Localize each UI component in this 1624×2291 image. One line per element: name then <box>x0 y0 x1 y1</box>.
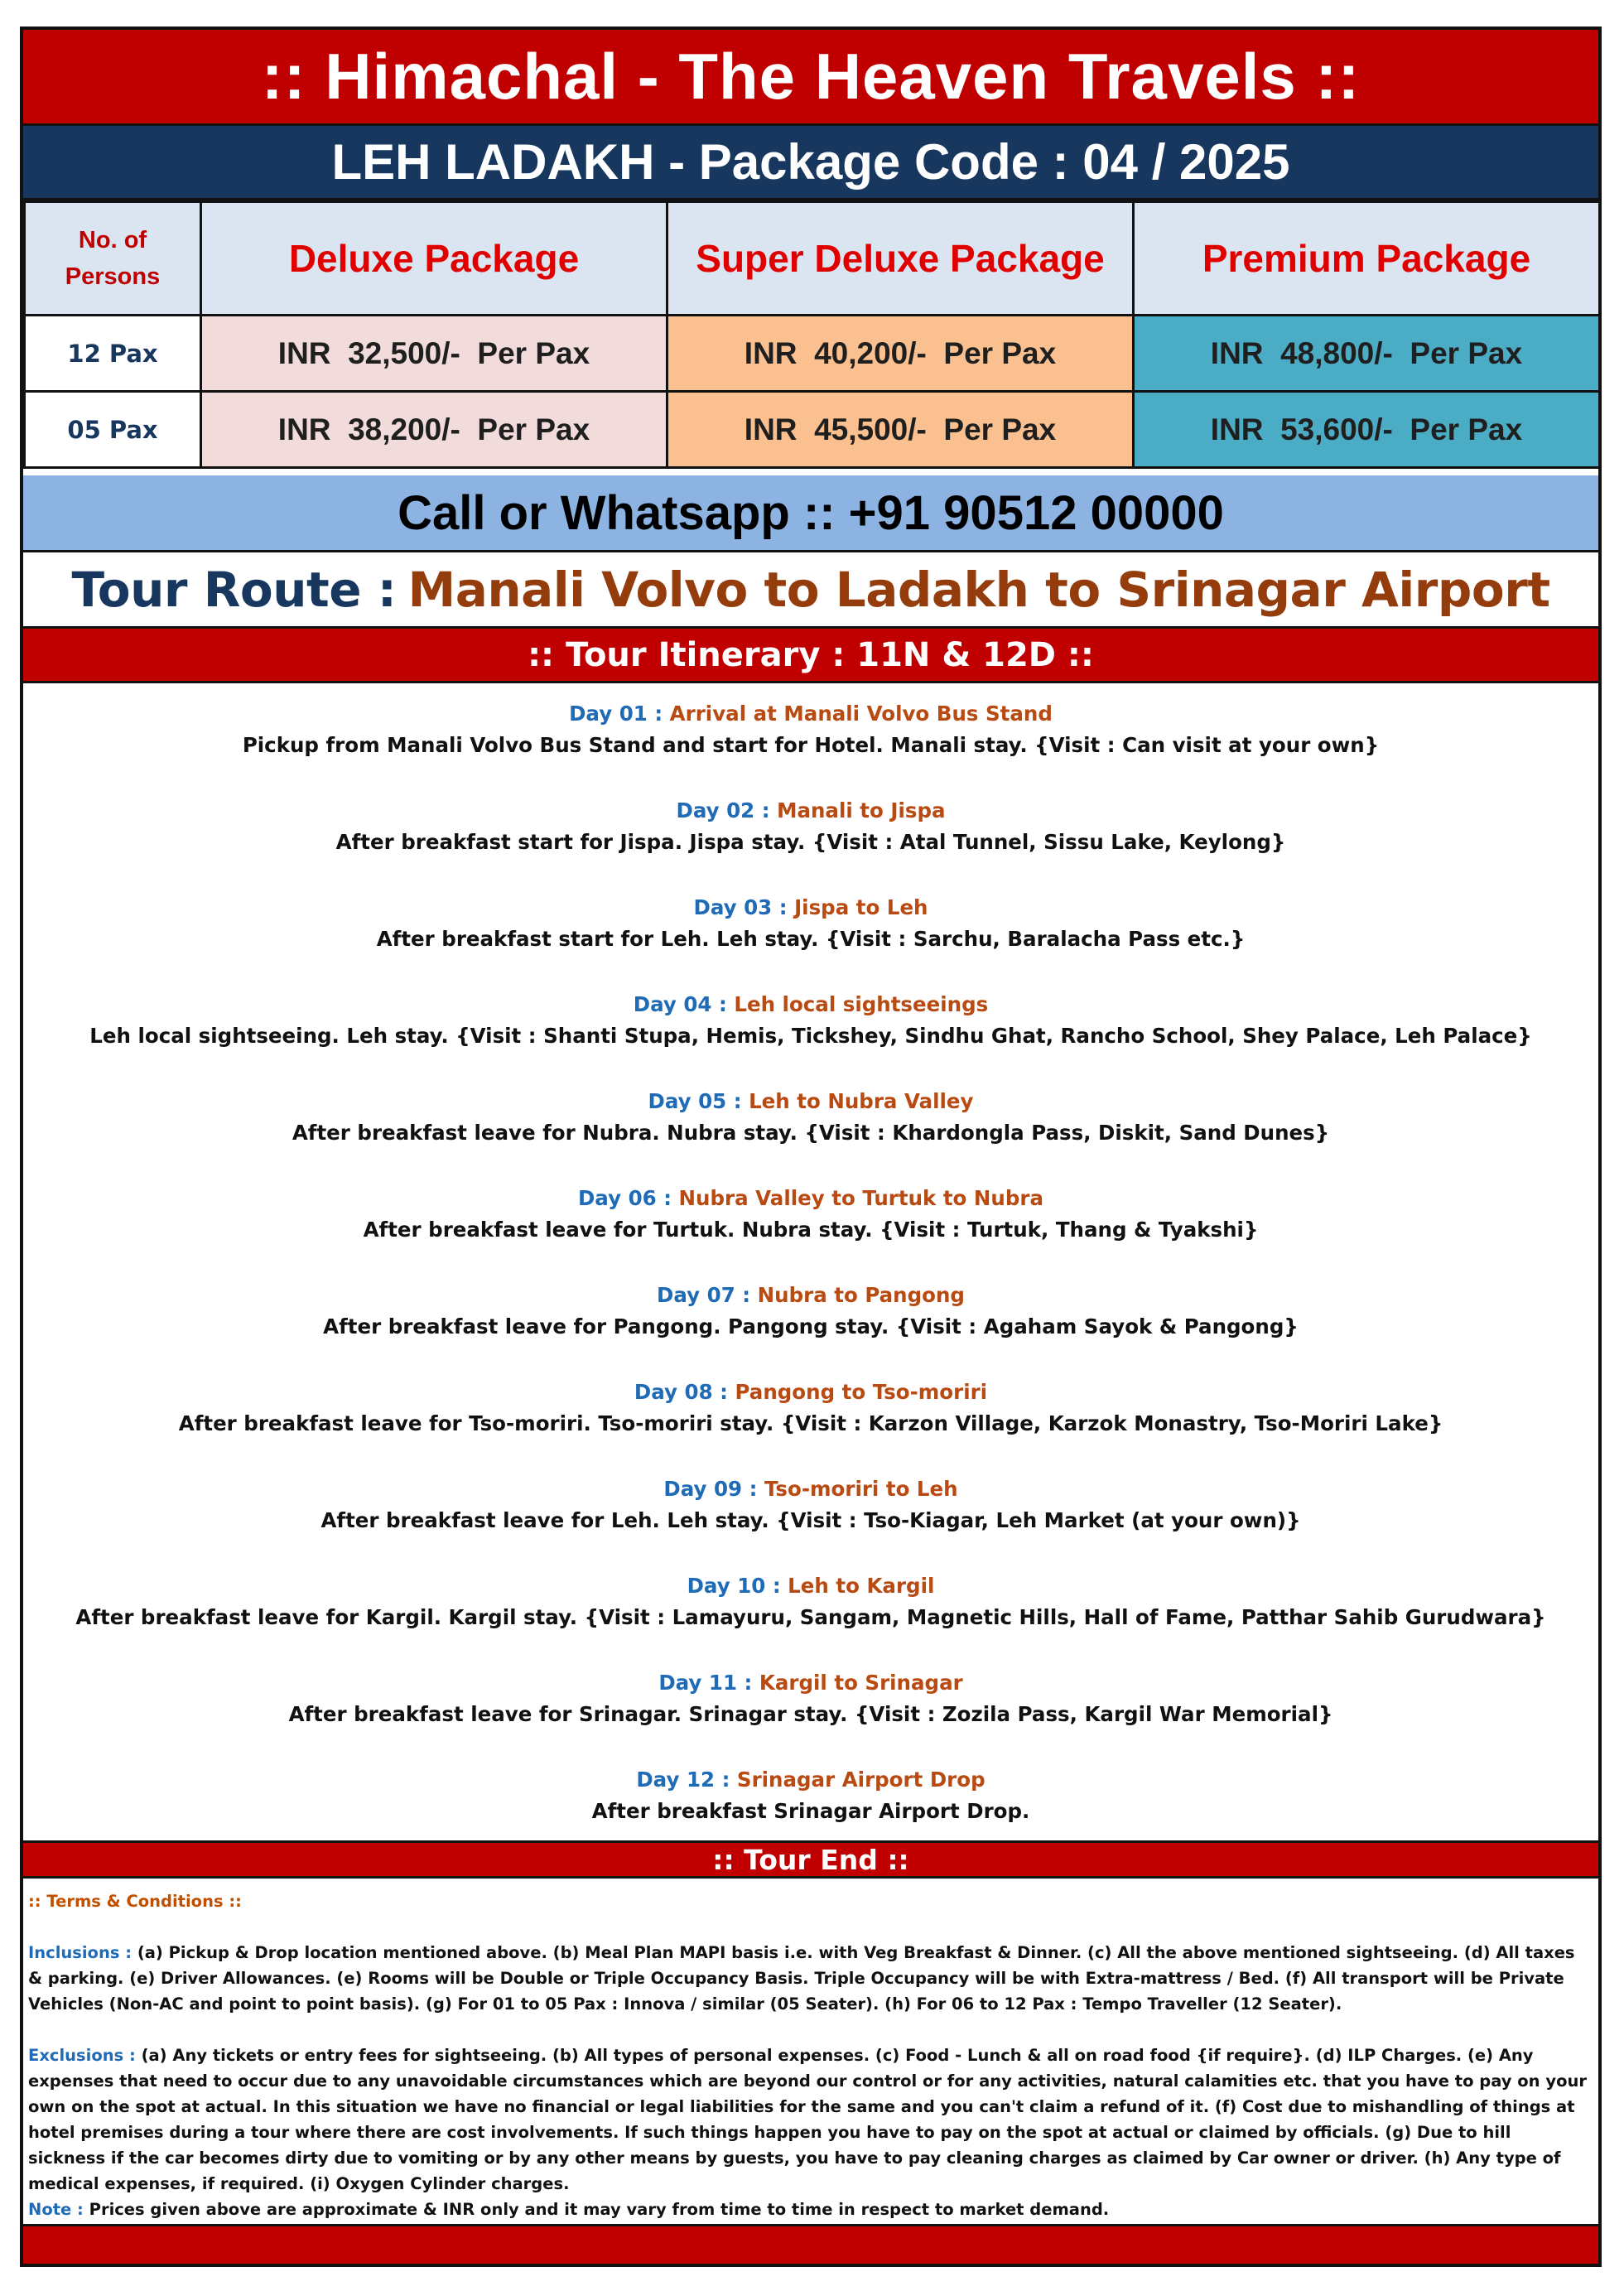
note-paragraph <box>28 2197 1593 2222</box>
super-deluxe-price: INR 40,200/- Per Pax <box>667 316 1134 392</box>
day-description: After breakfast leave for Pangong. Pangong stay. {Visit : Agaham Sayok & Pangong} <box>323 1314 1299 1338</box>
day-description: After breakfast Srinagar Airport Drop. <box>591 1799 1030 1823</box>
day-title: Arrival at Manali Volvo Bus Stand <box>669 702 1053 726</box>
deluxe-header: Deluxe Package <box>201 202 667 316</box>
day-number: Day 10 <box>687 1574 766 1598</box>
day-heading: Day 09 : Tso-moriri to Leh <box>663 1477 958 1501</box>
deluxe-price: INR 32,500/- Per Pax <box>201 316 667 392</box>
tour-route-value: Manali Volvo to Ladakh to Srinagar Airport <box>407 561 1550 618</box>
price-table-header <box>25 202 1600 316</box>
day-title: Jispa to Leh <box>794 895 928 919</box>
inclusions-text: (a) Pickup & Drop location mentioned above. (b) Meal Plan MAPI basis i.e. with Veg Breakfast & Dinner. (c) All the above mentioned sightseeing. (d) All taxes & parking. (e) Driver Allowances. (e) Rooms will be Double or Triple Occupancy Basis. Triple Occupancy will be with Extra-mattress / Bed. (f) All transport will be Private Vehicles (Non-AC and point to point basis). (g) For 01 to 05 Pax : Innova / similar (05 Seater). (h) For 06 to 12 Pax : Tempo Traveller (12 Seater). <box>28 1943 1575 2014</box>
persons-header-line2: Persons <box>65 263 161 290</box>
day-number: Day 03 <box>693 895 773 919</box>
itinerary-day <box>23 1764 1598 1827</box>
brochure-page <box>20 27 1602 2267</box>
itinerary-day <box>23 698 1598 761</box>
day-number: Day 11 <box>658 1671 738 1695</box>
day-heading: Day 07 : Nubra to Pangong <box>657 1283 965 1307</box>
day-heading: Day 06 : Nubra Valley to Turtuk to Nubra <box>577 1186 1044 1210</box>
tour-route <box>23 552 1598 629</box>
persons-header-cell <box>25 202 201 316</box>
day-title: Srinagar Airport Drop <box>736 1768 985 1792</box>
itinerary-day <box>23 989 1598 1052</box>
day-heading: Day 03 : Jispa to Leh <box>693 895 928 919</box>
inclusions-paragraph <box>28 1940 1593 2017</box>
day-description: After breakfast leave for Turtuk. Nubra stay. {Visit : Turtuk, Thang & Tyakshi} <box>363 1218 1259 1242</box>
day-description: After breakfast leave for Nubra. Nubra stay. {Visit : Khardongla Pass, Diskit, Sand Dunes} <box>292 1121 1330 1145</box>
itinerary-day <box>23 1667 1598 1730</box>
price-row <box>25 392 1600 468</box>
deluxe-price: INR 38,200/- Per Pax <box>201 392 667 468</box>
itinerary-day <box>23 1473 1598 1536</box>
note-text: Prices given above are approximate & INR only and it may vary from time to time in respect to market demand. <box>89 2200 1110 2219</box>
day-title: Leh to Kargil <box>788 1574 935 1598</box>
day-title: Manali to Jispa <box>777 798 946 822</box>
price-table <box>23 200 1601 469</box>
note-label: Note : <box>28 2200 84 2219</box>
premium-header: Premium Package <box>1134 202 1600 316</box>
super-deluxe-header: Super Deluxe Package <box>667 202 1134 316</box>
day-description: After breakfast leave for Srinagar. Srinagar stay. {Visit : Zozila Pass, Kargil War Memorial} <box>288 1702 1333 1726</box>
day-number: Day 08 <box>634 1380 713 1404</box>
day-heading: Day 05 : Leh to Nubra Valley <box>648 1089 974 1113</box>
day-description: After breakfast start for Leh. Leh stay. {Visit : Sarchu, Baralacha Pass etc.} <box>376 927 1246 951</box>
day-description: Leh local sightseeing. Leh stay. {Visit : Shanti Stupa, Hemis, Tickshey, Sindhu Ghat, Rancho School, Shey Palace, Leh Palace} <box>89 1024 1532 1048</box>
day-heading: Day 02 : Manali to Jispa <box>676 798 946 822</box>
day-title: Nubra to Pangong <box>757 1283 965 1307</box>
exclusions-label: Exclusions : <box>28 2046 136 2065</box>
day-description: After breakfast leave for Kargil. Kargil stay. {Visit : Lamayuru, Sangam, Magnetic Hills, Hall of Fame, Patthar Sahib Gurudwara} <box>75 1605 1546 1629</box>
tour-route-label: Tour Route : <box>71 561 397 618</box>
exclusions-paragraph <box>28 2043 1593 2197</box>
price-row <box>25 316 1600 392</box>
day-title: Nubra Valley to Turtuk to Nubra <box>678 1186 1044 1210</box>
day-number: Day 05 <box>648 1089 727 1113</box>
itinerary-day <box>23 1086 1598 1149</box>
day-heading: Day 01 : Arrival at Manali Volvo Bus Stand <box>569 702 1053 726</box>
itinerary-day <box>23 1183 1598 1246</box>
day-title: Pangong to Tso-moriri <box>735 1380 988 1404</box>
day-number: Day 06 <box>577 1186 657 1210</box>
day-heading: Day 12 : Srinagar Airport Drop <box>636 1768 985 1792</box>
persons-header-line1: No. of <box>78 227 147 253</box>
day-number: Day 04 <box>633 992 712 1016</box>
day-number: Day 01 <box>569 702 648 726</box>
day-title: Leh local sightseeings <box>734 992 989 1016</box>
day-description: Pickup from Manali Volvo Bus Stand and start for Hotel. Manali stay. {Visit : Can visit at your own} <box>242 733 1380 757</box>
pax-count: 12 Pax <box>25 316 201 392</box>
itinerary-day <box>23 892 1598 955</box>
super-deluxe-price: INR 45,500/- Per Pax <box>667 392 1134 468</box>
day-heading: Day 08 : Pangong to Tso-moriri <box>634 1380 988 1404</box>
day-heading: Day 10 : Leh to Kargil <box>687 1574 935 1598</box>
footer-bar <box>23 2226 1598 2264</box>
premium-price: INR 53,600/- Per Pax <box>1134 392 1600 468</box>
day-title: Tso-moriri to Leh <box>764 1477 958 1501</box>
company-title: :: Himachal - The Heaven Travels :: <box>23 30 1598 126</box>
day-heading: Day 04 : Leh local sightseeings <box>633 992 989 1016</box>
day-number: Day 02 <box>676 798 755 822</box>
day-title: Leh to Nubra Valley <box>749 1089 974 1113</box>
terms-heading: :: Terms & Conditions :: <box>28 1892 242 1911</box>
day-number: Day 09 <box>663 1477 743 1501</box>
day-number: Day 07 <box>657 1283 735 1307</box>
tour-end-bar: :: Tour End :: <box>23 1843 1598 1879</box>
day-heading: Day 11 : Kargil to Srinagar <box>658 1671 963 1695</box>
itinerary-day <box>23 795 1598 858</box>
exclusions-text: (a) Any tickets or entry fees for sightseeing. (b) All types of personal expenses. (c) Food - Lunch & all on road food {if require}. (d) ILP Charges. (e) Any expenses that need to occur due to any unavoidable circumstances which are beyond our control or for any activities, natural calamities etc. that you have to pay on your own on the spot at actual. In this situation we have no financial or legal liabilities for the same and you can't claim a refund of it. (f) Cost due to mishandling of things at hotel premises during a tour where there are cost involvements. If such things happen you have to pay on the spot at actual or claimed by officials. (g) Due to hill sickness if the car becomes dirty due to vomiting or by any other means by guests, you have to pay cleaning charges as claimed by Car owner or driver. (h) Any type of medical expenses, if required. (i) Oxygen Cylinder charges. <box>28 2046 1587 2193</box>
itinerary-title-bar: :: Tour Itinerary : 11N & 12D :: <box>23 629 1598 683</box>
itinerary-day <box>23 1377 1598 1440</box>
day-number: Day 12 <box>636 1768 716 1792</box>
premium-price: INR 48,800/- Per Pax <box>1134 316 1600 392</box>
itinerary-day <box>23 1570 1598 1633</box>
day-title: Kargil to Srinagar <box>759 1671 963 1695</box>
inclusions-label: Inclusions : <box>28 1943 133 1962</box>
package-code-banner: LEH LADAKH - Package Code : 04 / 2025 <box>23 126 1598 200</box>
day-description: After breakfast leave for Leh. Leh stay. {Visit : Tso-Kiagar, Leh Market (at your own)} <box>320 1508 1301 1532</box>
day-description: After breakfast leave for Tso-moriri. Tso-moriri stay. {Visit : Karzon Village, Karzok Monastry, Tso-Moriri Lake} <box>178 1411 1443 1435</box>
itinerary-day <box>23 1280 1598 1343</box>
day-description: After breakfast start for Jispa. Jispa stay. {Visit : Atal Tunnel, Sissu Lake, Keylong} <box>335 830 1286 854</box>
itinerary-list <box>23 683 1598 1843</box>
contact-banner: Call or Whatsapp :: +91 90512 00000 <box>23 475 1598 552</box>
terms-and-conditions <box>23 1879 1598 2226</box>
pax-count: 05 Pax <box>25 392 201 468</box>
